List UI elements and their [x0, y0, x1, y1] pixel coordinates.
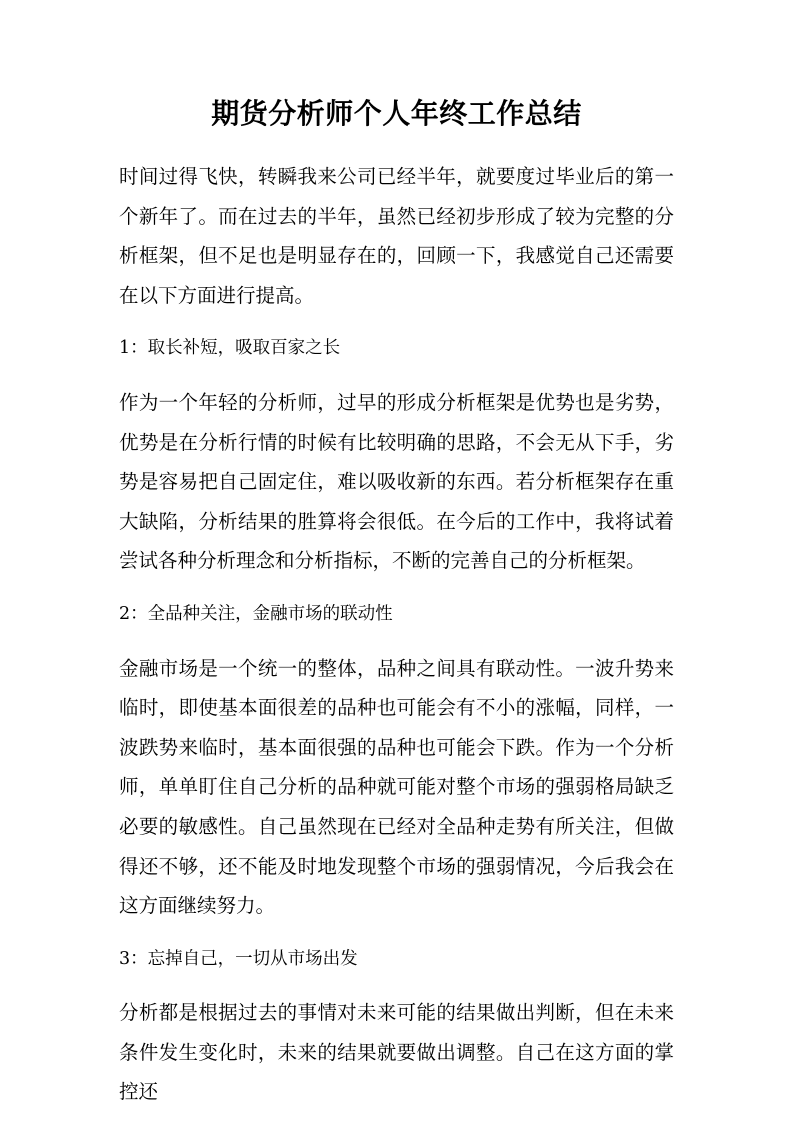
- section-heading-2: 2：全品种关注，金融市场的联动性: [119, 603, 393, 624]
- section-body-3: 分析都是根据过去的事情对未来可能的结果做出判断，但在未来条件发生变化时，未来的结果就要做出调整。自己在这方面的掌控还: [119, 1001, 674, 1104]
- section-heading-1: 1：取长补短，吸取百家之长: [119, 338, 341, 359]
- section-body-2: 金融市场是一个统一的整体，品种之间具有联动性。一波升势来临时，即使基本面很差的品种也可能会有不小的涨幅，同样，一波跌势来临时，基本面很强的品种也可能会下跌。作为一个分析师，单单盯住自己分析的品种就可能对整个市场的强弱格局缺乏必要的敏感性。自己虽然现在已经对全品种走势有所关注，但做得还不够，还不能及时地发现整个市场的强弱情况，今后我会在这方面继续努力。: [119, 656, 674, 918]
- section-body-1: 作为一个年轻的分析师，过早的形成分析框架是优势也是劣势，优势是在分析行情的时候有比较明确的思路，不会无从下手，劣势是容易把自己固定住，难以吸收新的东西。若分析框架存在重大缺陷，分析结果的胜算将会很低。在今后的工作中，我将试着尝试各种分析理念和分析指标，不断的完善自己的分析框架。: [119, 390, 674, 573]
- document-body: [119, 157, 674, 1126]
- document-title: 期货分析师个人年终工作总结: [211, 97, 582, 130]
- intro-paragraph: 时间过得飞快，转瞬我来公司已经半年，就要度过毕业后的第一个新年了。而在过去的半年，虽然已经初步形成了较为完整的分析框架，但不足也是明显存在的，回顾一下，我感觉自己还需要在以下方面进行提高。: [119, 165, 674, 307]
- section-heading-3: 3：忘掉自己，一切从市场出发: [119, 948, 358, 969]
